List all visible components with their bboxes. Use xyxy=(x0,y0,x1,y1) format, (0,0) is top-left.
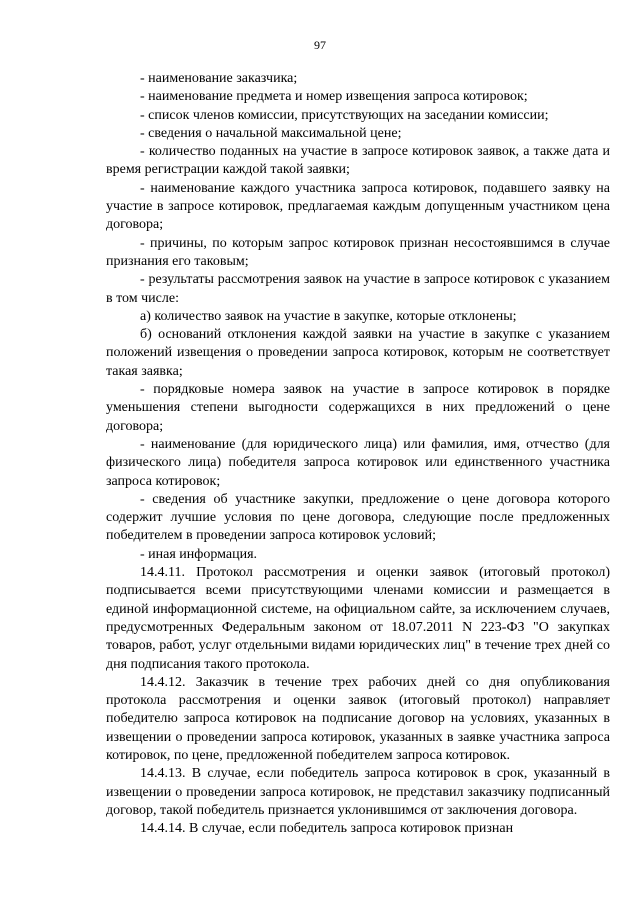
paragraph: - результаты рассмотрения заявок на участие в запросе котировок с указанием в том числе: xyxy=(106,272,610,306)
section-paragraph: 14.4.14. В случае, если победитель запроса котировок признан xyxy=(140,821,514,837)
paragraph: - порядковые номера заявок на участие в запросе котировок в порядке уменьшения степени выгодности содержащихся в них предложений о цене договора; xyxy=(106,382,610,434)
paragraph: а) количество заявок на участие в закупке, которые отклонены; xyxy=(140,308,517,324)
page-number: 97 xyxy=(314,38,326,52)
paragraph: - сведения об участнике закупки, предложение о цене договора которого содержит лучшие условия по цене договора, следующие после предложенных победителем в проведении запроса котировок условий; xyxy=(106,491,610,544)
paragraph: - причины, по которым запрос котировок признан несостоявшимся в случае признания его таковым; xyxy=(106,235,610,269)
paragraph: б) оснований отклонения каждой заявки на участие в закупке с указанием положений извещения о проведении запроса котировок, которым не соответствует такая заявка; xyxy=(106,327,610,379)
paragraph: - иная информация. xyxy=(140,546,258,562)
section-paragraph: 14.4.11. Протокол рассмотрения и оценки заявок (итоговый протокол) подписывается всеми присутствующими членами комиссии и размещается в единой информационной системе, на официальном сайте, за исключением случаев, предусмотренных Федеральным законом от 18.07.2011 N 223-ФЗ "О закупках товаров, работ, услуг отдельными видами юридических лиц" в течение трех дней со дня подписания такого протокола. xyxy=(106,565,610,672)
section-paragraph: 14.4.12. Заказчик в течение трех рабочих дней со дня опубликования протокола рассмотрения и оценки заявок (итоговый протокол) направляет победителю запроса котировок на подписание договор на условиях, указанных в извещении о проведении запроса котировок, указанных в заявке участника запроса котировок, по цене, предложенной победителем запроса котировок. xyxy=(106,674,610,763)
paragraph: - количество поданных на участие в запросе котировок заявок, а также дата и время регистрации каждой такой заявки; xyxy=(106,144,610,178)
paragraph: - наименование (для юридического лица) или фамилия, имя, отчество (для физического лица) победителя запроса котировок или единственного участника запроса котировок; xyxy=(106,436,610,489)
paragraph: - сведения о начальной максимальной цене; xyxy=(140,125,402,141)
paragraph: - список членов комиссии, присутствующих на заседании комиссии; xyxy=(140,107,549,123)
paragraph: - наименование каждого участника запроса котировок, подавшего заявку на участие в запросе котировок, предлагаемая каждым допущенным участником цена договора; xyxy=(106,180,610,233)
document-body xyxy=(106,70,610,838)
paragraph: - наименование заказчика; xyxy=(140,71,298,86)
section-paragraph: 14.4.13. В случае, если победитель запроса котировок в срок, указанный в извещении о проведении запроса котировок, не представил заказчику подписанный договор, такой победитель признается уклонившимся от заключения договора. xyxy=(106,766,610,818)
paragraph: - наименование предмета и номер извещения запроса котировок; xyxy=(140,89,528,105)
